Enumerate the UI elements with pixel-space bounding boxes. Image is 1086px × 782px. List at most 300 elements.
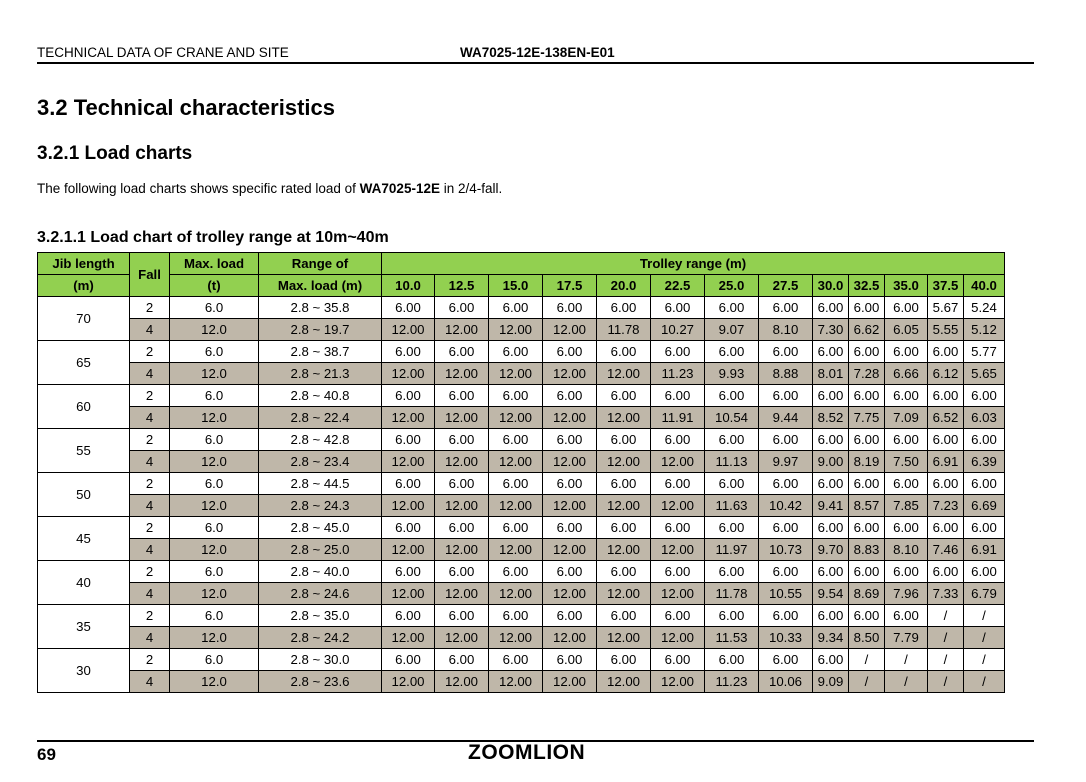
range-cell: 2.8 ~ 45.0 — [259, 517, 382, 539]
load-value-cell: 12.00 — [651, 583, 705, 605]
table-row — [38, 429, 1005, 451]
range-cell: 2.8 ~ 25.0 — [259, 539, 382, 561]
load-value-cell: / — [928, 649, 964, 671]
load-value-cell: 6.00 — [489, 605, 543, 627]
load-value-cell: 11.97 — [705, 539, 759, 561]
load-value-cell: 6.00 — [489, 517, 543, 539]
load-value-cell: 12.00 — [543, 363, 597, 385]
load-value-cell: 10.73 — [759, 539, 813, 561]
range-cell: 2.8 ~ 40.8 — [259, 385, 382, 407]
load-value-cell: 6.62 — [849, 319, 885, 341]
load-value-cell: 6.00 — [813, 341, 849, 363]
load-value-cell: 12.00 — [435, 407, 489, 429]
load-value-cell: 6.00 — [435, 385, 489, 407]
max-load-cell: 12.0 — [170, 583, 259, 605]
load-value-cell: 6.00 — [813, 473, 849, 495]
load-value-cell: 9.44 — [759, 407, 813, 429]
load-value-cell: / — [849, 649, 885, 671]
load-value-cell: 6.00 — [382, 297, 435, 319]
load-value-cell: 10.42 — [759, 495, 813, 517]
load-value-cell: 12.00 — [651, 451, 705, 473]
load-value-cell: 6.00 — [759, 517, 813, 539]
load-value-cell: 5.55 — [928, 319, 964, 341]
load-value-cell: 6.52 — [928, 407, 964, 429]
load-value-cell: 6.00 — [885, 473, 928, 495]
range-cell: 2.8 ~ 19.7 — [259, 319, 382, 341]
load-value-cell: 5.12 — [964, 319, 1005, 341]
load-value-cell: 9.07 — [705, 319, 759, 341]
load-value-cell: 12.00 — [597, 627, 651, 649]
max-load-unit: (t) — [170, 275, 259, 297]
load-value-cell: 12.00 — [489, 363, 543, 385]
load-value-cell: 7.46 — [928, 539, 964, 561]
load-value-cell: 12.00 — [435, 627, 489, 649]
load-value-cell: 6.00 — [597, 297, 651, 319]
load-value-cell: 6.00 — [928, 429, 964, 451]
fall-cell: 4 — [130, 407, 170, 429]
jib-header-label: Jib length — [52, 255, 115, 271]
table-row — [38, 605, 1005, 627]
load-value-cell: 12.00 — [489, 451, 543, 473]
load-value-cell: 5.77 — [964, 341, 1005, 363]
trolley-column-header: 10.0 — [382, 275, 435, 297]
load-value-cell: 6.00 — [759, 605, 813, 627]
load-value-cell: 6.03 — [964, 407, 1005, 429]
load-value-cell: 6.00 — [651, 605, 705, 627]
load-value-cell: 11.23 — [651, 363, 705, 385]
load-value-cell: 12.00 — [543, 451, 597, 473]
load-value-cell: 6.00 — [651, 517, 705, 539]
load-value-cell: 12.00 — [597, 671, 651, 693]
load-value-cell: 6.00 — [435, 517, 489, 539]
range-cell: 2.8 ~ 44.5 — [259, 473, 382, 495]
load-value-cell: 6.00 — [705, 649, 759, 671]
load-value-cell: 6.00 — [705, 517, 759, 539]
chart-title: 3.2.1.1 Load chart of trolley range at 10m~40m — [37, 229, 389, 246]
load-value-cell: 6.00 — [597, 649, 651, 671]
load-value-cell: 12.00 — [597, 583, 651, 605]
load-value-cell: 6.00 — [813, 297, 849, 319]
load-value-cell: 6.00 — [382, 429, 435, 451]
load-value-cell: 6.00 — [543, 649, 597, 671]
load-value-cell: 9.54 — [813, 583, 849, 605]
load-value-cell: 12.00 — [435, 583, 489, 605]
load-value-cell: 7.85 — [885, 495, 928, 517]
fall-cell: 2 — [130, 561, 170, 583]
load-value-cell: 12.00 — [543, 407, 597, 429]
table-row — [38, 407, 1005, 429]
load-value-cell: 6.00 — [813, 429, 849, 451]
range-cell: 2.8 ~ 42.8 — [259, 429, 382, 451]
jib-length-cell: 70 — [38, 297, 130, 341]
jib-length-unit: (m) — [38, 275, 130, 297]
load-value-cell: 6.00 — [849, 561, 885, 583]
load-value-cell: 6.00 — [849, 297, 885, 319]
load-value-cell: 6.00 — [964, 517, 1005, 539]
load-value-cell: 12.00 — [543, 319, 597, 341]
max-load-header — [170, 253, 259, 275]
load-value-cell: 6.00 — [435, 429, 489, 451]
range-header-label: Range of — [291, 255, 349, 271]
load-value-cell: 9.70 — [813, 539, 849, 561]
load-value-cell: 6.00 — [382, 517, 435, 539]
document-code: WA7025-12E-138EN-E01 — [460, 45, 615, 60]
max-load-cell: 6.0 — [170, 561, 259, 583]
intro-text: The following load charts shows specific rated load of — [37, 181, 360, 196]
load-value-cell: 10.33 — [759, 627, 813, 649]
fall-cell: 2 — [130, 473, 170, 495]
load-value-cell: 6.00 — [964, 561, 1005, 583]
load-value-cell: 7.30 — [813, 319, 849, 341]
max-load-cell: 12.0 — [170, 539, 259, 561]
load-value-cell: 6.00 — [489, 649, 543, 671]
max-load-cell: 6.0 — [170, 429, 259, 451]
range-cell: 2.8 ~ 35.8 — [259, 297, 382, 319]
max-load-cell: 12.0 — [170, 319, 259, 341]
fall-cell: 4 — [130, 319, 170, 341]
load-value-cell: 11.91 — [651, 407, 705, 429]
load-value-cell: 12.00 — [543, 627, 597, 649]
table-row — [38, 671, 1005, 693]
load-value-cell: 6.00 — [597, 385, 651, 407]
page-number: 69 — [37, 745, 56, 764]
load-value-cell: 6.00 — [435, 561, 489, 583]
trolley-column-header: 17.5 — [543, 275, 597, 297]
load-value-cell: 6.39 — [964, 451, 1005, 473]
load-value-cell: 12.00 — [382, 495, 435, 517]
load-value-cell: 6.00 — [435, 297, 489, 319]
load-value-cell: / — [964, 627, 1005, 649]
header-section-label: TECHNICAL DATA OF CRANE AND SITE — [37, 45, 289, 60]
load-value-cell: / — [964, 649, 1005, 671]
load-value-cell: 6.00 — [543, 297, 597, 319]
load-value-cell: 9.93 — [705, 363, 759, 385]
load-value-cell: 11.78 — [705, 583, 759, 605]
fall-cell: 4 — [130, 451, 170, 473]
range-cell: 2.8 ~ 23.6 — [259, 671, 382, 693]
load-value-cell: 6.00 — [651, 649, 705, 671]
fall-cell: 4 — [130, 671, 170, 693]
load-value-cell: 12.00 — [597, 407, 651, 429]
load-value-cell: 6.00 — [928, 341, 964, 363]
load-value-cell: 6.00 — [651, 429, 705, 451]
load-value-cell: 6.00 — [885, 605, 928, 627]
load-value-cell: 6.66 — [885, 363, 928, 385]
load-value-cell: 12.00 — [382, 539, 435, 561]
load-value-cell: 10.27 — [651, 319, 705, 341]
load-value-cell: 6.00 — [813, 385, 849, 407]
load-value-cell: 7.96 — [885, 583, 928, 605]
load-value-cell: 12.00 — [597, 539, 651, 561]
max-load-cell: 12.0 — [170, 451, 259, 473]
table-row — [38, 473, 1005, 495]
fall-cell: 4 — [130, 583, 170, 605]
load-value-cell: 8.01 — [813, 363, 849, 385]
fall-cell: 2 — [130, 605, 170, 627]
table-row — [38, 561, 1005, 583]
max-load-cell: 6.0 — [170, 297, 259, 319]
trolley-range-header: Trolley range (m) — [382, 253, 1005, 275]
load-value-cell: 8.88 — [759, 363, 813, 385]
load-value-cell: 12.00 — [543, 539, 597, 561]
load-value-cell: 6.00 — [382, 473, 435, 495]
header-row-2 — [38, 275, 1005, 297]
load-value-cell: 12.00 — [489, 319, 543, 341]
load-value-cell: 11.13 — [705, 451, 759, 473]
load-value-cell: 12.00 — [382, 671, 435, 693]
load-value-cell: 11.78 — [597, 319, 651, 341]
load-value-cell: 8.57 — [849, 495, 885, 517]
load-value-cell: 10.54 — [705, 407, 759, 429]
load-value-cell: 7.75 — [849, 407, 885, 429]
load-value-cell: 9.41 — [813, 495, 849, 517]
load-value-cell: 12.00 — [543, 495, 597, 517]
load-value-cell: 6.00 — [597, 473, 651, 495]
load-value-cell: 6.00 — [849, 473, 885, 495]
load-value-cell: 12.00 — [435, 319, 489, 341]
load-value-cell: 10.06 — [759, 671, 813, 693]
load-value-cell: 6.00 — [885, 561, 928, 583]
load-value-cell: 6.00 — [543, 429, 597, 451]
trolley-column-header: 22.5 — [651, 275, 705, 297]
load-value-cell: 6.00 — [705, 297, 759, 319]
load-value-cell: 6.00 — [489, 341, 543, 363]
load-value-cell: / — [928, 627, 964, 649]
load-value-cell: / — [964, 605, 1005, 627]
load-value-cell: 6.00 — [651, 297, 705, 319]
load-value-cell: / — [885, 671, 928, 693]
load-value-cell: 6.00 — [885, 429, 928, 451]
load-value-cell: 6.79 — [964, 583, 1005, 605]
load-value-cell: 6.00 — [849, 385, 885, 407]
load-value-cell: 12.00 — [651, 495, 705, 517]
load-value-cell: 7.33 — [928, 583, 964, 605]
trolley-column-header: 35.0 — [885, 275, 928, 297]
load-value-cell: 8.83 — [849, 539, 885, 561]
load-value-cell: 6.00 — [885, 341, 928, 363]
load-value-cell: 6.00 — [759, 561, 813, 583]
load-value-cell: 12.00 — [489, 671, 543, 693]
load-value-cell: 6.00 — [382, 561, 435, 583]
load-value-cell: 6.00 — [759, 297, 813, 319]
jib-length-cell: 65 — [38, 341, 130, 385]
load-value-cell: 7.50 — [885, 451, 928, 473]
max-load-cell: 12.0 — [170, 671, 259, 693]
load-value-cell: 6.91 — [928, 451, 964, 473]
max-load-cell: 12.0 — [170, 495, 259, 517]
jib-length-header — [38, 253, 130, 275]
load-value-cell: 12.00 — [382, 363, 435, 385]
load-value-cell: 6.00 — [651, 385, 705, 407]
trolley-column-header: 40.0 — [964, 275, 1005, 297]
load-value-cell: 6.00 — [964, 385, 1005, 407]
table-row — [38, 495, 1005, 517]
trolley-column-header: 37.5 — [928, 275, 964, 297]
load-value-cell: 6.00 — [849, 517, 885, 539]
load-value-cell: 12.00 — [435, 451, 489, 473]
load-value-cell: 6.00 — [489, 429, 543, 451]
load-value-cell: 6.00 — [759, 429, 813, 451]
table-row — [38, 341, 1005, 363]
load-value-cell: 6.00 — [597, 517, 651, 539]
table-row — [38, 627, 1005, 649]
fall-cell: 4 — [130, 363, 170, 385]
load-value-cell: 6.00 — [849, 341, 885, 363]
load-value-cell: 6.00 — [435, 649, 489, 671]
load-value-cell: 12.00 — [597, 451, 651, 473]
load-value-cell: 12.00 — [382, 407, 435, 429]
table-body — [38, 297, 1005, 693]
range-cell: 2.8 ~ 24.2 — [259, 627, 382, 649]
trolley-column-header: 20.0 — [597, 275, 651, 297]
table-row — [38, 539, 1005, 561]
load-value-cell: 6.00 — [928, 385, 964, 407]
load-value-cell: 8.10 — [885, 539, 928, 561]
load-value-cell: 6.00 — [543, 385, 597, 407]
intro-text-end: in 2/4-fall. — [439, 181, 503, 196]
load-value-cell: 6.00 — [928, 473, 964, 495]
load-value-cell: 6.00 — [382, 385, 435, 407]
load-value-cell: 6.00 — [435, 341, 489, 363]
load-value-cell: 12.00 — [543, 671, 597, 693]
load-value-cell: 6.00 — [813, 561, 849, 583]
jib-length-cell: 55 — [38, 429, 130, 473]
max-load-cell: 6.0 — [170, 473, 259, 495]
range-cell: 2.8 ~ 23.4 — [259, 451, 382, 473]
table-row — [38, 297, 1005, 319]
trolley-column-header: 12.5 — [435, 275, 489, 297]
fall-cell: 4 — [130, 495, 170, 517]
table-row — [38, 649, 1005, 671]
jib-length-cell: 45 — [38, 517, 130, 561]
load-value-cell: 5.67 — [928, 297, 964, 319]
load-value-cell: 6.00 — [543, 341, 597, 363]
load-value-cell: 10.55 — [759, 583, 813, 605]
load-value-cell: 6.00 — [964, 473, 1005, 495]
load-value-cell: 12.00 — [489, 539, 543, 561]
load-value-cell: / — [849, 671, 885, 693]
load-value-cell: 8.50 — [849, 627, 885, 649]
range-cell: 2.8 ~ 24.6 — [259, 583, 382, 605]
load-value-cell: 9.09 — [813, 671, 849, 693]
range-cell: 2.8 ~ 21.3 — [259, 363, 382, 385]
load-value-cell: 5.65 — [964, 363, 1005, 385]
load-value-cell: 6.00 — [705, 341, 759, 363]
subsection-title: 3.2.1 Load charts — [37, 143, 193, 164]
load-value-cell: 12.00 — [489, 495, 543, 517]
fall-header: Fall — [130, 253, 170, 297]
load-value-cell: 6.00 — [885, 517, 928, 539]
range-cell: 2.8 ~ 30.0 — [259, 649, 382, 671]
table-row — [38, 319, 1005, 341]
table-row — [38, 363, 1005, 385]
load-value-cell: 12.00 — [382, 319, 435, 341]
load-value-cell: 6.00 — [813, 517, 849, 539]
jib-length-cell: 40 — [38, 561, 130, 605]
max-load-cell: 6.0 — [170, 385, 259, 407]
table-row — [38, 583, 1005, 605]
trolley-column-header: 30.0 — [813, 275, 849, 297]
load-value-cell: 6.00 — [964, 429, 1005, 451]
load-value-cell: 6.00 — [759, 341, 813, 363]
load-value-cell: 12.00 — [382, 451, 435, 473]
load-value-cell: 6.00 — [928, 517, 964, 539]
load-value-cell: 6.00 — [885, 297, 928, 319]
fall-cell: 4 — [130, 539, 170, 561]
load-value-cell: 12.00 — [543, 583, 597, 605]
load-value-cell: 12.00 — [489, 407, 543, 429]
max-load-cell: 12.0 — [170, 363, 259, 385]
brand-logo: ZOOMLION — [468, 741, 586, 764]
jib-length-cell: 50 — [38, 473, 130, 517]
load-value-cell: 6.00 — [705, 473, 759, 495]
range-unit: Max. load (m) — [259, 275, 382, 297]
load-value-cell: 7.28 — [849, 363, 885, 385]
load-value-cell: 8.10 — [759, 319, 813, 341]
load-value-cell: 6.00 — [651, 561, 705, 583]
load-value-cell: 6.00 — [435, 473, 489, 495]
load-value-cell: 6.00 — [489, 385, 543, 407]
load-value-cell: 6.00 — [597, 429, 651, 451]
intro-model: WA7025-12E — [359, 181, 440, 196]
max-load-cell: 12.0 — [170, 407, 259, 429]
load-value-cell: 12.00 — [651, 627, 705, 649]
load-value-cell: 6.00 — [849, 605, 885, 627]
load-value-cell: 6.00 — [651, 473, 705, 495]
load-value-cell: 12.00 — [435, 363, 489, 385]
load-value-cell: 8.69 — [849, 583, 885, 605]
load-value-cell: 6.00 — [759, 649, 813, 671]
load-value-cell: 6.05 — [885, 319, 928, 341]
range-cell: 2.8 ~ 22.4 — [259, 407, 382, 429]
load-value-cell: 6.00 — [489, 473, 543, 495]
load-value-cell: 6.00 — [597, 561, 651, 583]
header-rule — [37, 62, 1034, 64]
trolley-column-header: 25.0 — [705, 275, 759, 297]
load-value-cell: 6.00 — [705, 385, 759, 407]
load-value-cell: 6.00 — [543, 473, 597, 495]
load-value-cell: 12.00 — [651, 539, 705, 561]
load-value-cell: 11.63 — [705, 495, 759, 517]
load-value-cell: / — [885, 649, 928, 671]
load-value-cell: 9.34 — [813, 627, 849, 649]
fall-cell: 2 — [130, 297, 170, 319]
load-value-cell: 6.00 — [651, 341, 705, 363]
load-value-cell: 12.00 — [382, 627, 435, 649]
load-value-cell: / — [964, 671, 1005, 693]
trolley-column-header: 27.5 — [759, 275, 813, 297]
load-value-cell: / — [928, 605, 964, 627]
load-value-cell: 5.24 — [964, 297, 1005, 319]
fall-cell: 2 — [130, 429, 170, 451]
table-row — [38, 385, 1005, 407]
max-load-header-label: Max. load — [183, 255, 245, 271]
jib-length-cell: 60 — [38, 385, 130, 429]
load-value-cell: 11.53 — [705, 627, 759, 649]
load-value-cell: 6.00 — [705, 605, 759, 627]
load-value-cell: 11.23 — [705, 671, 759, 693]
load-value-cell: 6.00 — [813, 649, 849, 671]
load-value-cell: 12.00 — [651, 671, 705, 693]
load-value-cell: 6.00 — [382, 605, 435, 627]
section-title: 3.2 Technical characteristics — [37, 95, 335, 120]
load-value-cell: 6.00 — [543, 605, 597, 627]
jib-length-cell: 30 — [38, 649, 130, 693]
load-value-cell: 7.79 — [885, 627, 928, 649]
fall-cell: 2 — [130, 385, 170, 407]
load-value-cell: 6.00 — [928, 561, 964, 583]
load-value-cell: 6.00 — [759, 385, 813, 407]
